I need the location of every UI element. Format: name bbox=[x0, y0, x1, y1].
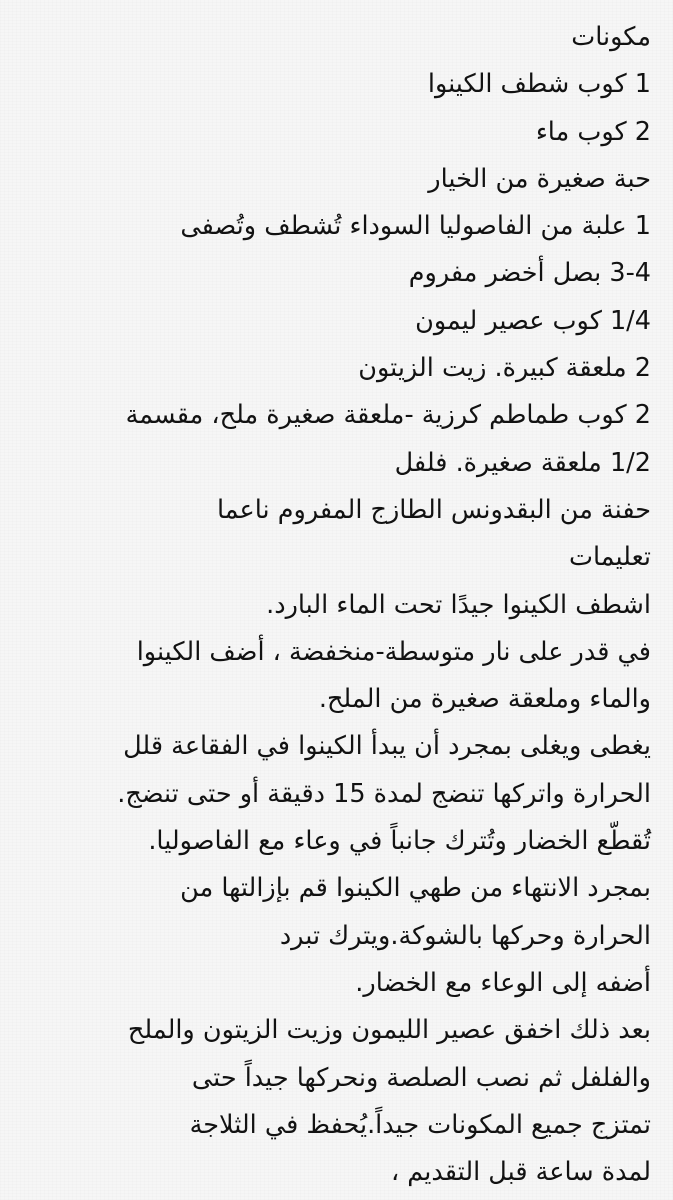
note-line: حفنة من البقدونس الطازج المفروم ناعما bbox=[217, 494, 651, 525]
note-line: والماء وملعقة صغيرة من الملح. bbox=[318, 684, 651, 715]
ingredients-heading: مكونات bbox=[571, 22, 651, 52]
note-line: 1/2 ملعقة صغيرة. فلفل bbox=[394, 447, 651, 478]
note-line: يغطى ويغلى بمجرد أن يبدأ الكينوا في الفقاعة قلل bbox=[123, 731, 651, 762]
note-line: الحرارة واتركها تنضج لمدة 15 دقيقة أو حتى تنضج. bbox=[117, 778, 651, 809]
note-line: في قدر على نار متوسطة-منخفضة ، أضف الكينوا bbox=[136, 636, 651, 667]
note-line: 3-4 بصل أخضر مفروم bbox=[408, 258, 651, 289]
note-line: 1/4 كوب عصير ليمون bbox=[415, 305, 651, 336]
note-line: 1 علبة من الفاصوليا السوداء تُشطف وتُصفى bbox=[180, 211, 651, 242]
note-line: والفلفل ثم نصب الصلصة ونحركها جيداً حتى bbox=[191, 1062, 651, 1093]
note-line: الحرارة وحركها بالشوكة.ويترك تبرد bbox=[279, 920, 651, 951]
note-line: لمدة ساعة قبل التقديم ، bbox=[390, 1157, 651, 1188]
note-line: 2 كوب ماء bbox=[535, 116, 651, 147]
note-line: بمجرد الانتهاء من طهي الكينوا قم بإزالتها من bbox=[180, 873, 651, 904]
note-line: 1 كوب شطف الكينوا bbox=[427, 69, 651, 100]
note-line: بعد ذلك اخفق عصير الليمون وزيت الزيتون والملح bbox=[127, 1015, 651, 1046]
note-line: تمتزج جميع المكونات جيداً.يُحفظ في الثلاجة bbox=[189, 1109, 651, 1140]
instructions-heading: تعليمات bbox=[568, 542, 651, 573]
note-line: تُقطّع الخضار وتُترك جانباً في وعاء مع الفاصوليا. bbox=[148, 826, 651, 857]
note-line: 2 ملعقة كبيرة. زيت الزيتون bbox=[358, 353, 651, 384]
note-line: حبة صغيرة من الخيار bbox=[428, 163, 651, 194]
note-line: أضفه إلى الوعاء مع الخضار. bbox=[355, 967, 651, 998]
note-line: 2 كوب طماطم كرزية -ملعقة صغيرة ملح، مقسمة bbox=[125, 400, 651, 431]
note-line: اشطف الكينوا جيدًا تحت الماء البارد. bbox=[266, 589, 651, 620]
